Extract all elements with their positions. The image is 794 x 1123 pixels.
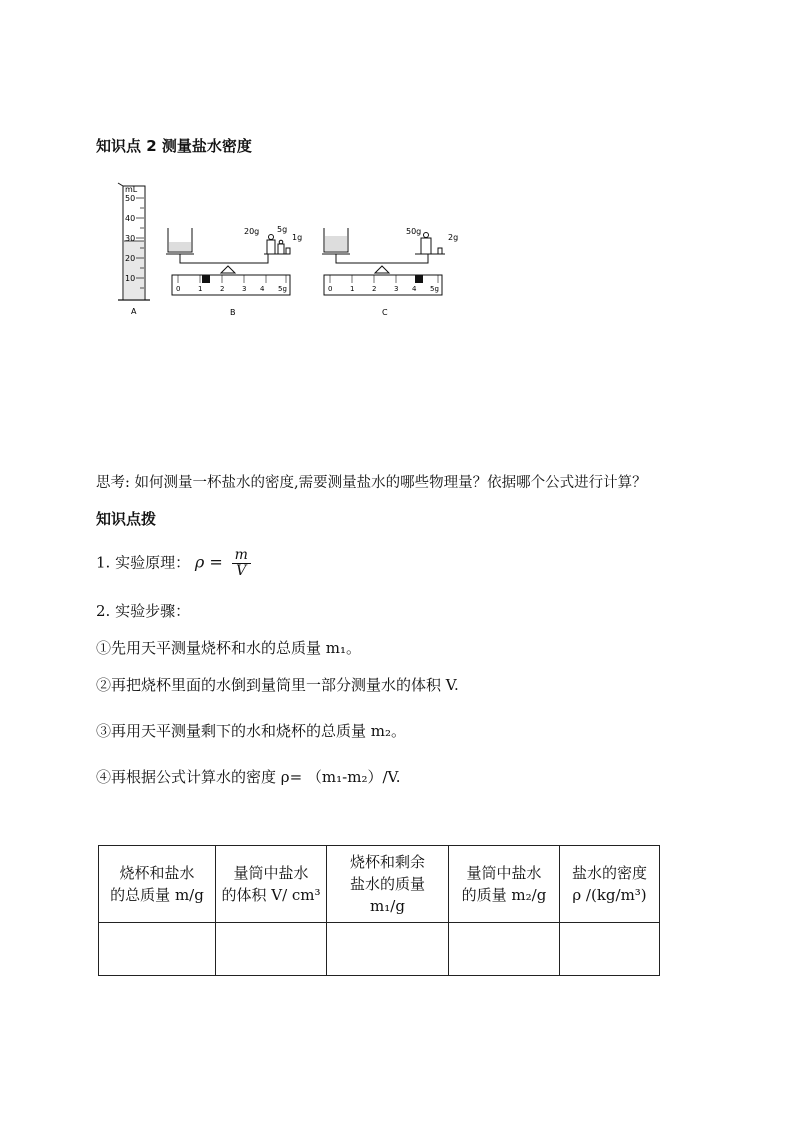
figure-label-b: B [230, 308, 236, 317]
figure-label-a: A [131, 307, 137, 316]
thinking-question: 思考: 如何测量一杯盐水的密度,需要测量盐水的哪些物理量？依据哪个公式进行计算？ [96, 475, 647, 491]
step-item: ③再用天平测量剩下的水和烧杯的总质量 m₂。 [96, 722, 407, 740]
density-formula [232, 548, 251, 579]
scale-tick: 2 [220, 285, 225, 293]
scale-tick: 4 [260, 285, 265, 293]
step-item: ①先用天平测量烧杯和水的总质量 m₁。 [96, 639, 362, 657]
scale-tick: 1 [198, 285, 203, 293]
density-symbol: ρ = [194, 552, 223, 572]
scale-tick: 4 [412, 285, 417, 293]
steps-label: 2. 实验步骤： [96, 602, 191, 620]
step-item: ②再把烧杯里面的水倒到量筒里一部分测量水的体积 V. [96, 676, 459, 694]
cylinder-tick: 30 [125, 234, 136, 243]
scale-tick: 0 [176, 285, 181, 293]
table-cell-empty[interactable] [327, 923, 449, 976]
balance-b [166, 225, 302, 317]
principle-label: 1. 实验原理： [96, 553, 191, 572]
table-cell-empty[interactable] [560, 923, 660, 976]
table-header-cell: 盐水的密度 ρ /(kg/m³) [560, 846, 660, 923]
table-cell-empty[interactable] [99, 923, 216, 976]
balance-figure [110, 178, 470, 323]
table-header-cell: 烧杯和剩余 盐水的质量 m₁/g [327, 846, 449, 923]
section-heading: 知识点 2 测量盐水密度 [96, 137, 252, 155]
table-cell-empty[interactable] [216, 923, 327, 976]
scale-tick: 0 [328, 285, 333, 293]
scale-tick: 5g [430, 285, 439, 293]
weight-label: 1g [292, 233, 303, 242]
cylinder-tick: 10 [125, 274, 136, 283]
formula-numerator: m [232, 548, 251, 564]
principle-line [96, 548, 251, 579]
table-header-cell: 烧杯和盐水 的总质量 m/g [99, 846, 216, 923]
tips-heading: 知识点拨 [96, 510, 157, 528]
data-table [98, 845, 660, 976]
table-header-row [99, 846, 660, 923]
weight-label: 5g [277, 225, 288, 234]
table-header-cell: 量筒中盐水 的质量 m₂/g [449, 846, 560, 923]
step-item: ④再根据公式计算水的密度 ρ= （m₁-m₂）/V. [96, 768, 401, 786]
cylinder-tick: 20 [125, 254, 136, 263]
table-row [99, 923, 660, 976]
scale-tick: 3 [394, 285, 399, 293]
weight-label: 20g [244, 227, 260, 236]
table-header-cell: 量筒中盐水 的体积 V/ cm³ [216, 846, 327, 923]
cylinder-tick: 40 [125, 214, 136, 223]
weight-label: 2g [448, 233, 459, 242]
scale-tick: 2 [372, 285, 377, 293]
weight-label: 50g [406, 227, 422, 236]
scale-tick: 1 [350, 285, 355, 293]
formula-denominator: V [236, 563, 247, 579]
figure-label-c: C [382, 308, 388, 317]
scale-tick: 3 [242, 285, 247, 293]
table-cell-empty[interactable] [449, 923, 560, 976]
cylinder-unit: mL [125, 185, 138, 194]
balance-c [322, 227, 458, 317]
scale-tick: 5g [278, 285, 287, 293]
graduated-cylinder [118, 183, 150, 316]
cylinder-tick: 50 [125, 194, 136, 203]
